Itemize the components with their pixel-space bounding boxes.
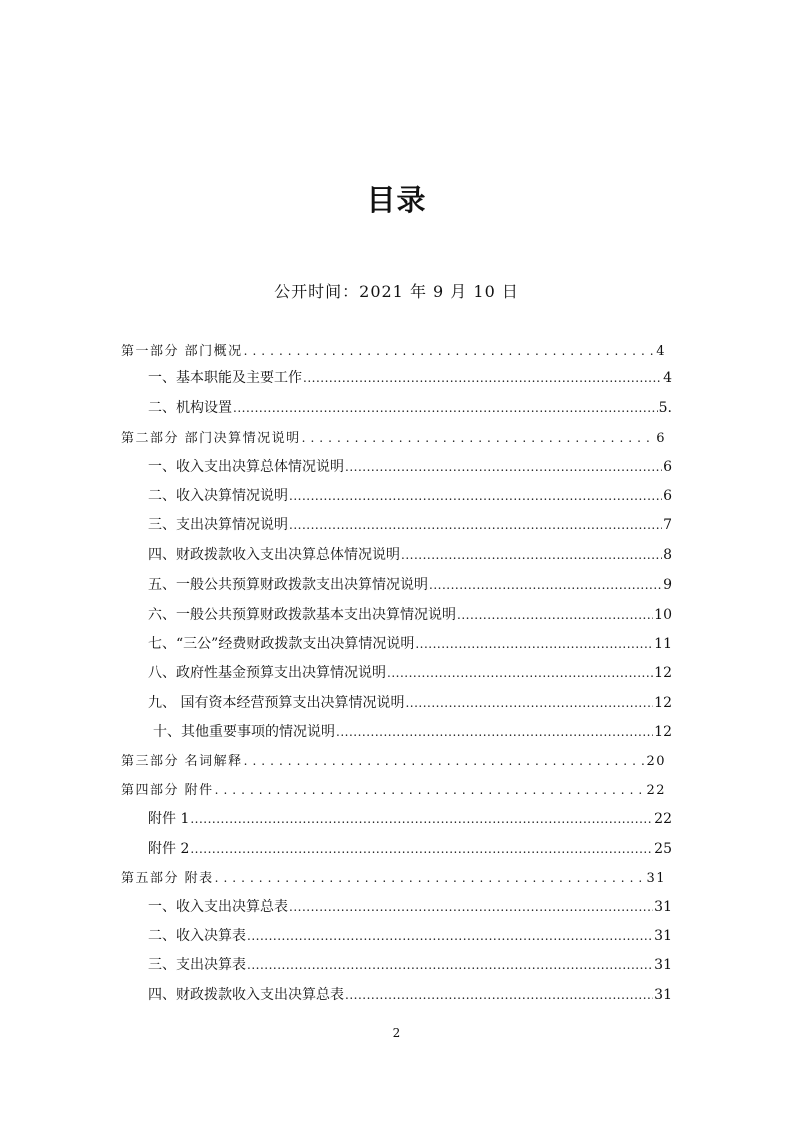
- toc-entry-section[interactable]: [148, 662, 672, 684]
- toc-entry-label: 十、其他重要事项的情况说明: [153, 724, 335, 740]
- toc-entry-section[interactable]: [148, 544, 672, 566]
- toc-entry-page: 4: [663, 370, 672, 386]
- toc-entry-page: 12: [654, 724, 672, 740]
- toc-leader-dots: [415, 633, 653, 655]
- toc-entry-page: 12: [654, 665, 672, 681]
- toc-entry-label: 九、 国有资本经营预算支出决算情况说明: [148, 695, 405, 711]
- toc-entry-label: 四、财政拨款收入支出决算总体情况说明: [148, 547, 400, 563]
- toc-entry-section[interactable]: [148, 808, 672, 830]
- toc-entry-section[interactable]: [148, 397, 672, 419]
- toc-entry-section[interactable]: [148, 633, 672, 655]
- toc-entry-page: 10: [654, 607, 672, 623]
- toc-entry-label: 第二部分 部门决算情况说明: [121, 431, 301, 446]
- toc-entry-page: 11: [654, 636, 672, 652]
- toc-entry-section[interactable]: [148, 838, 672, 860]
- toc-entry-section[interactable]: [148, 604, 672, 626]
- toc-leader-dots: [302, 427, 656, 450]
- toc-entry-label: 四、财政拨款收入支出决算总表: [148, 987, 344, 1003]
- toc-entry-section[interactable]: [148, 514, 672, 536]
- toc-entry-label: 五、一般公共预算财政拨款支出决算情况说明: [148, 577, 428, 593]
- toc-entry-label: 八、政府性基金预算支出决算情况说明: [148, 665, 386, 681]
- toc-entry-part-3[interactable]: [121, 750, 666, 772]
- toc-entry-page: 8: [663, 547, 672, 563]
- toc-entry-page: 7: [663, 517, 672, 533]
- toc-entry-section[interactable]: [148, 367, 672, 389]
- toc-entry-section[interactable]: [148, 456, 672, 478]
- toc-entry-page: 31: [646, 871, 666, 886]
- toc-entry-part-4[interactable]: [121, 779, 666, 801]
- toc-entry-page: 6: [663, 459, 672, 475]
- toc-entry-page: 31: [654, 957, 672, 973]
- toc-entry-label: 第一部分 部门概况: [121, 344, 243, 359]
- toc-entry-label: 二、收入决算表: [148, 928, 246, 944]
- toc-entry-section[interactable]: [148, 954, 672, 976]
- toc-leader-dots: [247, 925, 653, 947]
- publish-date: 公开时间：2021 年 9 月 10 日: [274, 282, 519, 301]
- toc-leader-dots: [289, 485, 662, 507]
- toc-entry-label: 七、“三公”经费财政拨款支出决算情况说明: [148, 636, 415, 652]
- toc-entry-page: 22: [646, 783, 666, 798]
- toc-leader-dots: [429, 574, 662, 596]
- toc-leader-dots: [289, 896, 653, 918]
- toc-leader-dots: [215, 867, 646, 890]
- toc-entry-page: 5.: [658, 400, 672, 416]
- toc-entry-part-1[interactable]: [121, 340, 666, 362]
- toc-entry-label: 第三部分 名词解释: [121, 754, 243, 769]
- toc-entry-label: 二、机构设置: [148, 400, 232, 416]
- toc-entry-page: 25: [654, 841, 672, 857]
- toc-entry-label: 附件 1: [148, 811, 190, 827]
- toc-leader-dots: [244, 340, 656, 363]
- toc-leader-dots: [215, 779, 646, 802]
- toc-entry-section[interactable]: [148, 574, 672, 596]
- toc-entry-page: 20: [646, 754, 666, 769]
- toc-entry-label: 附件 2: [148, 841, 190, 857]
- page-title: 目录: [366, 183, 427, 217]
- toc-entry-page: 31: [654, 928, 672, 944]
- toc-leader-dots: [190, 808, 653, 830]
- toc-entry-label: 三、支出决算表: [148, 957, 246, 973]
- toc-leader-dots: [244, 750, 646, 773]
- toc-leader-dots: [336, 721, 653, 743]
- toc-entry-label: 第五部分 附表: [121, 871, 214, 886]
- toc-entry-label: 第四部分 附件: [121, 783, 214, 798]
- toc-entry-part-2[interactable]: [121, 427, 666, 449]
- toc-entry-page: 9: [663, 577, 672, 593]
- toc-entry-page: 6: [656, 431, 666, 446]
- toc-leader-dots: [405, 692, 653, 714]
- toc-leader-dots: [345, 984, 653, 1006]
- toc-entry-page: 31: [654, 899, 672, 915]
- toc-leader-dots: [401, 544, 662, 566]
- toc-leader-dots: [345, 456, 662, 478]
- toc-leader-dots: [289, 514, 662, 536]
- toc-entry-label: 一、收入支出决算总体情况说明: [148, 459, 344, 475]
- toc-entry-section[interactable]: [148, 485, 672, 507]
- toc-entry-label: 一、收入支出决算总表: [148, 899, 288, 915]
- toc-entry-section[interactable]: [148, 984, 672, 1006]
- toc-entry-label: 一、基本职能及主要工作: [148, 370, 302, 386]
- toc-entry-label: 六、一般公共预算财政拨款基本支出决算情况说明: [148, 607, 456, 623]
- toc-entry-part-5[interactable]: [121, 867, 666, 889]
- toc-leader-dots: [233, 397, 658, 419]
- toc-entry-label: 二、收入决算情况说明: [148, 488, 288, 504]
- page-number: 2: [392, 1026, 401, 1040]
- toc-entry-section[interactable]: [148, 692, 672, 714]
- toc-entry-label: 三、支出决算情况说明: [148, 517, 288, 533]
- toc-leader-dots: [457, 604, 653, 626]
- toc-leader-dots: [303, 367, 662, 389]
- toc-entry-section[interactable]: [148, 896, 672, 918]
- toc-leader-dots: [387, 662, 653, 684]
- toc-entry-section[interactable]: [148, 925, 672, 947]
- toc-entry-section[interactable]: [153, 721, 672, 743]
- toc-leader-dots: [247, 954, 653, 976]
- toc-entry-page: 22: [654, 811, 672, 827]
- toc-entry-page: 31: [654, 987, 672, 1003]
- toc-entry-page: 12: [654, 695, 672, 711]
- toc-leader-dots: [190, 838, 653, 860]
- toc-entry-page: 6: [663, 488, 672, 504]
- toc-entry-page: 4: [656, 344, 666, 359]
